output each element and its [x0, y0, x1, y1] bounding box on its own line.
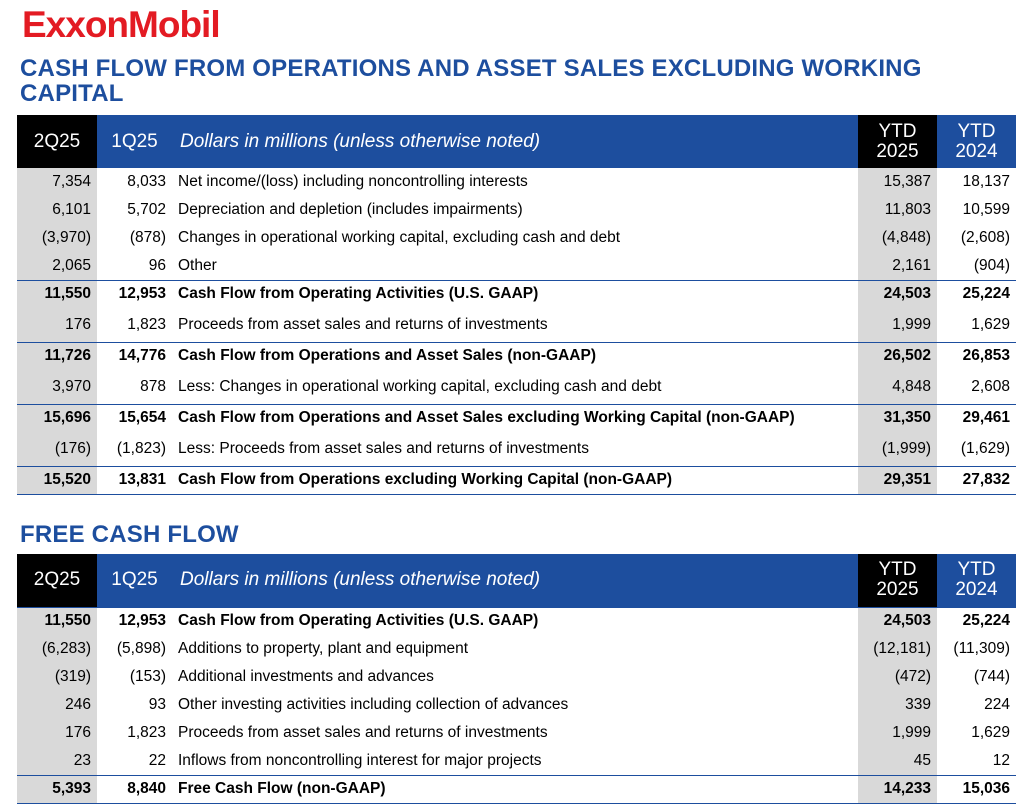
- cell-description: Free Cash Flow (non-GAAP): [172, 775, 858, 803]
- table-row: [17, 432, 1016, 466]
- col-header-ytd-label: YTD: [878, 559, 917, 581]
- col-header-ytd-2024: [937, 554, 1016, 607]
- cell-2q25: 15,696: [17, 404, 97, 432]
- cell-2q25: (3,970): [17, 224, 97, 252]
- cell-ytd-2025: (472): [858, 663, 937, 691]
- table-row: [17, 196, 1016, 224]
- cell-1q25: 12,953: [97, 607, 172, 635]
- cell-ytd-2025: 24,503: [858, 280, 937, 308]
- cell-description: Cash Flow from Operations excluding Working Capital (non-GAAP): [172, 466, 858, 494]
- cell-ytd-2024: 10,599: [962, 201, 1010, 218]
- cell-ytd-2024: (2,608): [960, 229, 1010, 246]
- col-header-1q25: 1Q25: [97, 115, 172, 168]
- cell-description: Depreciation and depletion (includes impairments): [178, 201, 523, 218]
- cell-ytd-2024: 18,137: [962, 173, 1010, 190]
- table-row: [17, 719, 1016, 747]
- cell-2q25: 2,065: [17, 252, 97, 280]
- cell-description: Proceeds from asset sales and returns of investments: [178, 315, 548, 333]
- cell-ytd-2024: 15,036: [937, 775, 1016, 803]
- cell-ytd-2025: (4,848): [858, 224, 937, 252]
- table-row: [17, 224, 1016, 252]
- col-header-ytd-label: YTD: [957, 559, 996, 581]
- cell-description: Cash Flow from Operating Activities (U.S. GAAP): [172, 280, 858, 308]
- cell-description: Proceeds from asset sales and returns of investments: [178, 724, 548, 741]
- cell-description: Changes in operational working capital, excluding cash and debt: [178, 229, 621, 246]
- cell-2q25: 176: [17, 308, 97, 342]
- table-row-subtotal: [17, 607, 1016, 635]
- cell-ytd-2024: 25,224: [937, 607, 1016, 635]
- cell-2q25: 11,726: [17, 342, 97, 370]
- cell-ytd-2024: 29,461: [937, 404, 1016, 432]
- cell-description: Other investing activities including collection of advances: [178, 696, 569, 713]
- cell-1q25: 8,840: [97, 775, 172, 803]
- cell-ytd-2025: 1,999: [858, 308, 937, 342]
- table-row: [17, 635, 1016, 663]
- cell-2q25: 5,393: [17, 775, 97, 803]
- cell-2q25: 23: [17, 747, 97, 775]
- cell-ytd-2025: (12,181): [858, 635, 937, 663]
- table-row: [17, 747, 1016, 775]
- col-header-ytd-label: YTD: [878, 120, 917, 142]
- cell-1q25: 14,776: [97, 342, 172, 370]
- cell-1q25: 878: [140, 377, 166, 395]
- cell-2q25: 176: [17, 719, 97, 747]
- cell-ytd-2024: 27,832: [937, 466, 1016, 494]
- col-header-ytd-2024: [937, 115, 1016, 168]
- col-header-ytd-2025: [858, 115, 937, 168]
- cash-flow-table: [17, 115, 1016, 495]
- cell-description: Additions to property, plant and equipment: [178, 640, 469, 657]
- table-row: [17, 370, 1016, 404]
- cell-ytd-2025: 4,848: [858, 370, 937, 404]
- cell-ytd-2024: (744): [973, 668, 1010, 685]
- cell-ytd-2024: (11,309): [953, 640, 1010, 657]
- col-header-description: Dollars in millions (unless otherwise noted): [172, 115, 858, 168]
- cell-2q25: 11,550: [17, 607, 97, 635]
- cell-description: Less: Changes in operational working capital, excluding cash and debt: [178, 377, 662, 395]
- cell-1q25: 13,831: [97, 466, 172, 494]
- cell-2q25: 15,520: [17, 466, 97, 494]
- table-row-subtotal: [17, 342, 1016, 370]
- cell-ytd-2025: 15,387: [858, 168, 937, 196]
- cell-description: Cash Flow from Operating Activities (U.S. GAAP): [172, 607, 858, 635]
- cell-description: Net income/(loss) including noncontrolling interests: [178, 173, 528, 190]
- table-row-total: [17, 775, 1016, 803]
- cell-description: Additional investments and advances: [178, 668, 434, 685]
- cell-1q25: 93: [148, 696, 166, 713]
- col-header-1q25: 1Q25: [97, 554, 172, 607]
- cell-ytd-2025: 2,161: [858, 252, 937, 280]
- cell-1q25: (1,823): [116, 439, 166, 457]
- cell-2q25: 7,354: [17, 168, 97, 196]
- cell-1q25: 12,953: [97, 280, 172, 308]
- cell-ytd-2024: (904): [973, 256, 1010, 274]
- col-header-2q25: 2Q25: [17, 115, 97, 168]
- col-header-year-label: 2024: [955, 579, 998, 601]
- cell-ytd-2024: 12: [992, 751, 1010, 769]
- cell-1q25: 5,702: [127, 201, 166, 218]
- table-row-total: [17, 466, 1016, 494]
- col-header-ytd-2025: [858, 554, 937, 607]
- cell-1q25: (5,898): [116, 640, 166, 657]
- cell-2q25: 3,970: [17, 370, 97, 404]
- col-header-description: Dollars in millions (unless otherwise noted): [172, 554, 858, 607]
- cell-1q25: 22: [148, 751, 166, 769]
- table-row: [17, 691, 1016, 719]
- cell-ytd-2025: 45: [858, 747, 937, 775]
- cell-1q25: 8,033: [127, 173, 166, 190]
- table-header-row: [17, 554, 1016, 607]
- table-row: [17, 308, 1016, 342]
- table-row: [17, 252, 1016, 280]
- cell-1q25: 96: [148, 256, 166, 274]
- cell-2q25: (319): [17, 663, 97, 691]
- free-cash-flow-table: [17, 554, 1016, 804]
- section-title-free-cash-flow: FREE CASH FLOW: [20, 521, 239, 548]
- table-row-subtotal: [17, 280, 1016, 308]
- cell-ytd-2024: 224: [984, 696, 1010, 713]
- table-row: [17, 168, 1016, 196]
- cell-description: Inflows from noncontrolling interest for major projects: [178, 751, 542, 769]
- cell-1q25: (153): [129, 668, 166, 685]
- col-header-year-label: 2025: [876, 579, 919, 601]
- cell-description: Less: Proceeds from asset sales and returns of investments: [178, 439, 589, 457]
- cell-ytd-2025: 339: [858, 691, 937, 719]
- col-header-ytd-label: YTD: [957, 120, 996, 142]
- cell-ytd-2025: (1,999): [858, 432, 937, 466]
- cell-ytd-2025: 14,233: [858, 775, 937, 803]
- cell-1q25: (878): [129, 229, 166, 246]
- cell-ytd-2025: 29,351: [858, 466, 937, 494]
- cell-description: Cash Flow from Operations and Asset Sales (non-GAAP): [172, 342, 858, 370]
- cell-1q25: 1,823: [127, 724, 166, 741]
- cell-2q25: 11,550: [17, 280, 97, 308]
- cell-ytd-2025: 24,503: [858, 607, 937, 635]
- cell-1q25: 15,654: [97, 404, 172, 432]
- cell-1q25: 1,823: [127, 315, 166, 333]
- cell-ytd-2024: (1,629): [960, 439, 1010, 457]
- col-header-2q25: 2Q25: [17, 554, 97, 607]
- cell-ytd-2024: 25,224: [937, 280, 1016, 308]
- cell-ytd-2024: 2,608: [971, 377, 1010, 395]
- cell-2q25: (6,283): [17, 635, 97, 663]
- cell-2q25: 6,101: [17, 196, 97, 224]
- cell-ytd-2025: 1,999: [858, 719, 937, 747]
- section-title-cash-flow: CASH FLOW FROM OPERATIONS AND ASSET SALES EXCLUDING WORKING CAPITAL: [20, 55, 922, 107]
- cell-2q25: (176): [17, 432, 97, 466]
- cell-description: Cash Flow from Operations and Asset Sales excluding Working Capital (non-GAAP): [172, 404, 858, 432]
- cell-description: Other: [178, 256, 217, 274]
- exxonmobil-logo: ExxonMobil: [22, 4, 220, 45]
- cell-ytd-2024: 1,629: [971, 315, 1010, 333]
- table-header-row: [17, 115, 1016, 168]
- cell-ytd-2024: 26,853: [937, 342, 1016, 370]
- cell-ytd-2025: 11,803: [858, 196, 937, 224]
- table-row: [17, 663, 1016, 691]
- table-row-subtotal: [17, 404, 1016, 432]
- col-header-year-label: 2024: [955, 140, 998, 162]
- cell-ytd-2025: 26,502: [858, 342, 937, 370]
- cell-ytd-2025: 31,350: [858, 404, 937, 432]
- cell-2q25: 246: [17, 691, 97, 719]
- col-header-year-label: 2025: [876, 140, 919, 162]
- cell-ytd-2024: 1,629: [971, 724, 1010, 741]
